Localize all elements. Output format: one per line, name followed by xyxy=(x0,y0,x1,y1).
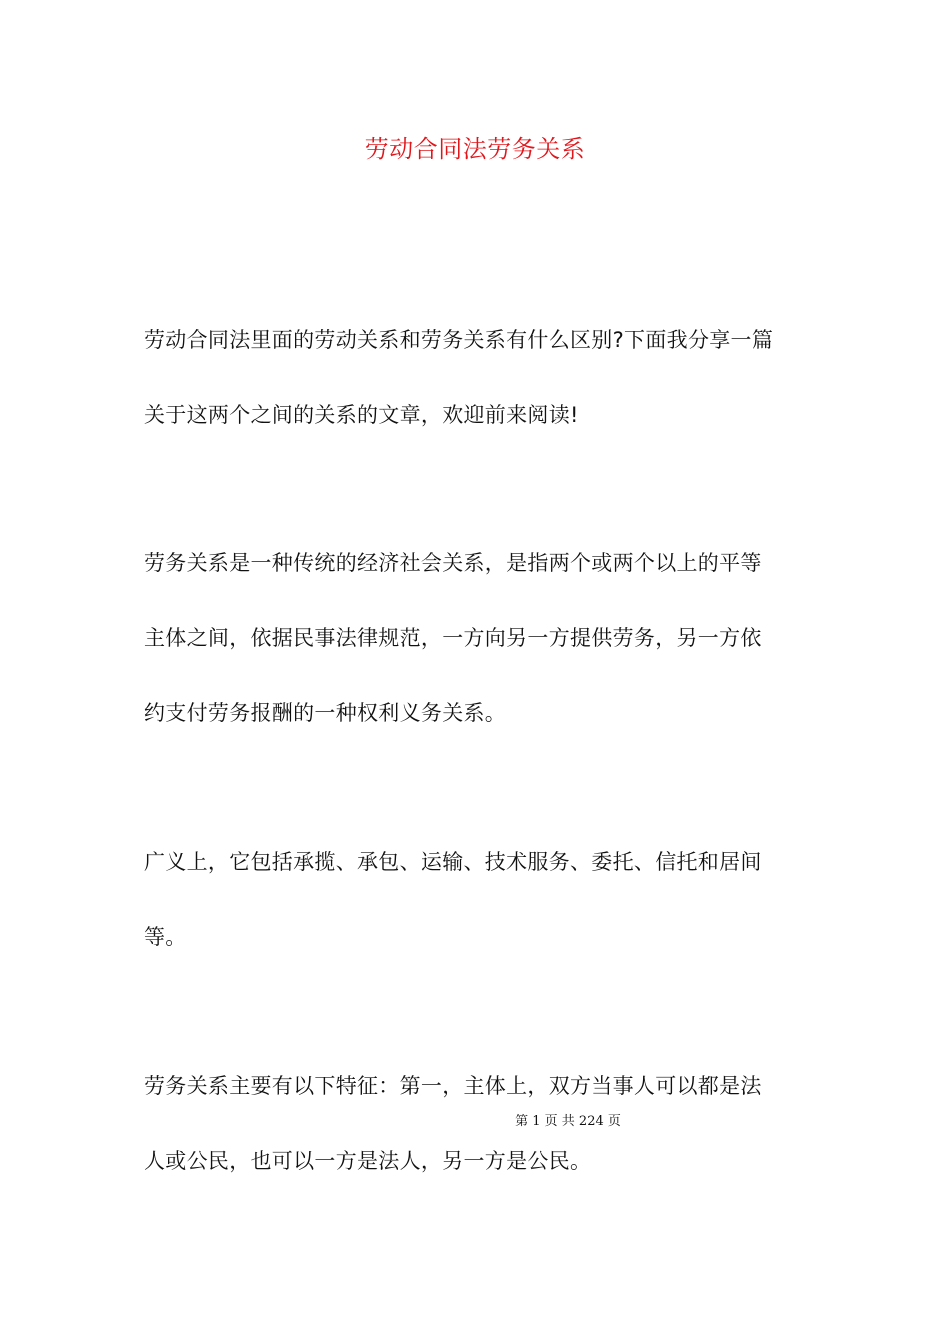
paragraph-4-line-1: 劳务关系主要有以下特征：第一，主体上，双方当事人可以都是法 xyxy=(144,1074,762,1098)
paragraph-3-line-1: 广义上，它包括承揽、承包、运输、技术服务、委托、信托和居间 xyxy=(144,850,762,874)
page-footer: 第 1 页 共 224 页 xyxy=(515,1114,621,1129)
paragraph-1-line-2: 关于这两个之间的关系的文章，欢迎前来阅读! xyxy=(144,403,579,427)
paragraph-2-line-1: 劳务关系是一种传统的经济社会关系，是指两个或两个以上的平等 xyxy=(144,551,762,575)
document-title: 劳动合同法劳务关系 xyxy=(364,135,586,163)
paragraph-3-line-2: 等。 xyxy=(144,925,187,949)
paragraph-4-line-2: 人或公民，也可以一方是法人，另一方是公民。 xyxy=(144,1149,592,1173)
paragraph-2-line-2: 主体之间，依据民事法律规范，一方向另一方提供劳务，另一方依 xyxy=(144,626,762,650)
paragraph-2-line-3: 约支付劳务报酬的一种权利义务关系。 xyxy=(144,701,507,725)
paragraph-1-line-1: 劳动合同法里面的劳动关系和劳务关系有什么区别?下面我分享一篇 xyxy=(144,328,774,352)
